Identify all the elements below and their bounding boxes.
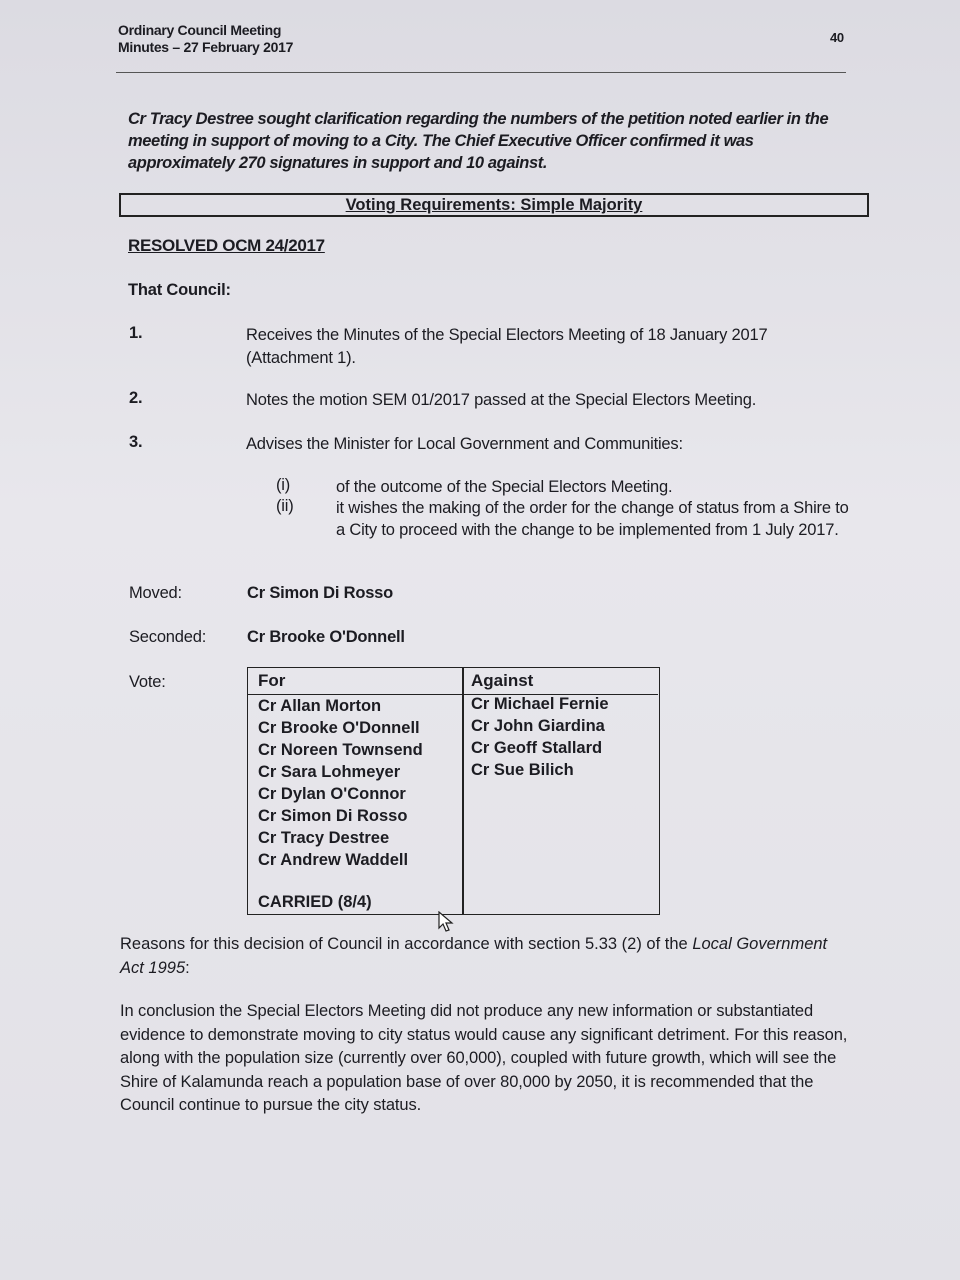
vote-table-divider — [462, 668, 464, 914]
item-text: Receives the Minutes of the Special Electors Meeting of 18 January 2017 (Attachment 1). — [246, 326, 768, 367]
header-title: Ordinary Council Meeting — [118, 22, 282, 38]
for-councillor: Cr Tracy Destree — [258, 829, 390, 847]
reasons-paragraph — [120, 932, 840, 980]
item-number: 3. — [129, 433, 143, 451]
vote-table — [247, 667, 660, 915]
against-councillor: Cr John Giardina — [471, 717, 605, 735]
for-councillor: Cr Noreen Townsend — [258, 741, 423, 759]
voting-requirements-text: Voting Requirements: Simple Majority — [345, 196, 643, 214]
header-subtitle: Minutes – 27 February 2017 — [118, 39, 294, 55]
vote-label: Vote: — [129, 673, 166, 691]
item-text: Notes the motion SEM 01/2017 passed at the Special Electors Meeting. — [246, 391, 757, 409]
seconded-value: Cr Brooke O'Donnell — [247, 628, 405, 646]
page-number: 40 — [830, 30, 844, 45]
for-councillor: Cr Sara Lohmeyer — [258, 763, 401, 781]
vote-result: CARRIED (8/4) — [258, 893, 372, 911]
header-divider — [116, 72, 846, 73]
for-councillor: Cr Dylan O'Connor — [258, 785, 406, 803]
subitem-text: it wishes the making of the order for the change of status from a Shire to a City to proceed with the change to be implemented from 1 July 2017. — [336, 499, 849, 539]
item-number: 1. — [129, 324, 143, 342]
for-councillor: Cr Brooke O'Donnell — [258, 719, 420, 737]
against-list — [471, 693, 609, 781]
item-number: 2. — [129, 389, 143, 407]
reasons-prefix: Reasons for this decision of Council in accordance with section 5.33 (2) of the — [120, 935, 693, 953]
subitem-text: of the outcome of the Special Electors Meeting. — [336, 478, 673, 496]
seconded-label: Seconded: — [129, 628, 207, 646]
for-councillor: Cr Andrew Waddell — [258, 851, 409, 869]
reasons-act: Local Government Act 1995 — [120, 935, 828, 977]
voting-requirements-box — [119, 193, 869, 217]
moved-label: Moved: — [129, 584, 182, 602]
for-councillor: Cr Allan Morton — [258, 697, 382, 715]
for-list — [258, 695, 423, 871]
item-text: Advises the Minister for Local Government and Communities: — [246, 435, 683, 453]
resolution-title: RESOLVED OCM 24/2017 — [128, 236, 325, 255]
intro-paragraph: Cr Tracy Destree sought clarification regarding the numbers of the petition noted earlier in the meeting in support of moving to a City. The Chief Executive Officer confirmed it was approximately 270 signatures in support and 10 against. — [128, 110, 829, 172]
against-header: Against — [471, 671, 534, 690]
against-councillor: Cr Michael Fernie — [471, 695, 609, 713]
moved-value: Cr Simon Di Rosso — [247, 584, 394, 602]
conclusion-paragraph: In conclusion the Special Electors Meeting did not produce any new information or substantiated evidence to demonstrate moving to city status would cause any significant detriment. For this reason, along with the population size (currently over 60,000), coupled with future growth, which will see the Shire of Kalamunda reach a population base of over 80,000 by 2050, it is recommended that the Council continue to pursue the city status. — [120, 1002, 848, 1114]
reasons-suffix: : — [185, 959, 190, 977]
subitem-label: (i) — [276, 476, 291, 494]
that-council-heading: That Council: — [128, 281, 231, 299]
for-councillor: Cr Simon Di Rosso — [258, 807, 408, 825]
subitem-label: (ii) — [276, 497, 294, 515]
for-header: For — [258, 671, 286, 690]
against-councillor: Cr Geoff Stallard — [471, 739, 603, 757]
against-councillor: Cr Sue Bilich — [471, 761, 574, 779]
